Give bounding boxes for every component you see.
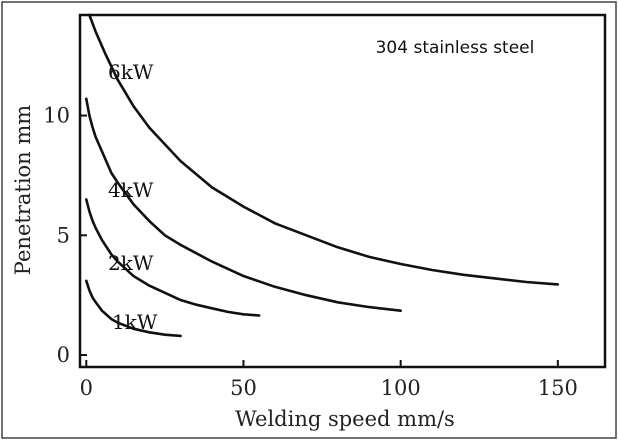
x-axis-title: Welding speed mm/s (235, 407, 455, 431)
series-label-6kw: 6kW (108, 60, 154, 84)
x-tick-label: 100 (380, 376, 421, 400)
series-line-4kw (86, 99, 400, 311)
x-tick-label: 150 (537, 376, 578, 400)
series-curves (86, 15, 558, 336)
material-annotation: 304 stainless steel (375, 38, 535, 58)
series-label-1kw: 1kW (112, 310, 158, 334)
series-label-2kw: 2kW (108, 251, 154, 275)
plot-area-frame (80, 15, 605, 367)
y-axis-title: Penetration mm (11, 104, 35, 276)
y-tick-label: 10 (43, 103, 70, 128)
figure-frame (2, 2, 616, 438)
y-tick-label: 0 (56, 343, 70, 368)
series-label-4kw: 4kW (108, 178, 154, 202)
x-tick-label: 50 (230, 376, 257, 400)
y-tick-label: 5 (56, 223, 70, 248)
x-tick-label: 0 (79, 376, 93, 400)
series-labels (108, 60, 158, 334)
